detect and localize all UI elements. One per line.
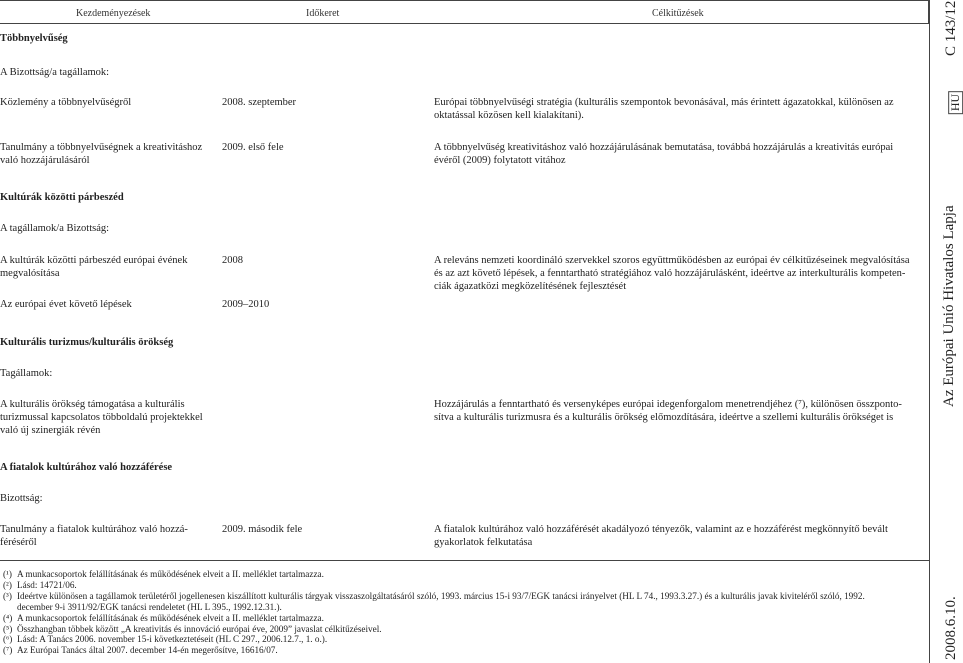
doc-reference: C 143/12 [943,0,959,56]
objective-communication-l2: oktatással közösen kell kialakítani). [434,110,584,121]
footnote-item [3,613,324,624]
objective-heritage-l1: Hozzájárulás a fenntartható és versenyképes európai idegenforgalom menetrendjéhez (⁷), különösen összponto- [434,399,902,410]
footnote-mark: (²) [3,579,12,590]
objective-year-l3: ciák ágazatközi megközelítésének fejlesztését [434,281,627,292]
timeframe-year: 2008 [222,255,243,266]
right-border [929,0,930,663]
initiative-heritage-l3: való új szinergiák révén [0,425,101,436]
footnote-item [3,624,382,635]
footnote-mark: (⁴) [3,612,13,623]
objective-year-l2: és az azt követő lépések, a fenntartható stratégiához való hozzájárulásként, ideértve az interkulturális kompeten- [434,268,906,279]
header-objectives: Célkitűzések [652,8,704,19]
footnote-text: december 9-i 3911/92/EGK tanácsi rendeletet (HL L 395., 1992.12.31.). [17,601,282,612]
objective-youth-l1: A fiatalok kultúrához való hozzáférését akadályozó tényezők, valamint az e hozzáférést megkönnyítő bevált [434,524,888,535]
section-title-heritage: Kulturális turizmus/kulturális örökség [0,337,174,348]
journal-title: Az Európai Unió Hivatalos Lapja [941,205,957,407]
section-title-youth: A fiatalok kultúrához való hozzáférése [0,462,173,473]
footnote-text: Lásd: 14721/06. [17,579,77,590]
objective-youth-l2: gyakorlatok felkutatása [434,537,533,548]
objective-heritage-l2: sítva a kulturális turizmusra és a kulturális örökség előmozdítására, ideértve a szellemi kulturális örökséget is [434,412,894,423]
initiative-year-l2: megvalósítása [0,268,60,279]
header-timeframe: Időkeret [306,8,340,19]
footnote-item [3,634,327,645]
initiative-communication: Közlemény a többnyelvűségről [0,97,132,108]
footnote-text: Ideértve különösen a tagállamok területéről jogellenesen kiszállított kulturális tárgyak visszaszolgáltatásáról szóló, 1993. március 15-i 93/7/EGK tanácsi irányelvet (HL L 74., 1993.3.27.) és a kulturális javak kiviteléről szóló, 1992. [17,590,865,601]
initiative-youth-l1: Tanulmány a fiatalok kultúrához való hozzá- [0,524,188,535]
objective-study-l1: A többnyelvűség kreativitáshoz való hozzájárulásának bemutatása, továbbá hozzájárulás a kreativitás európai [434,142,894,153]
footnote-item [3,645,278,656]
initiative-youth-l2: féréséről [0,537,37,548]
footnote-item [3,580,77,591]
actors-multilingualism: A Bizottság/a tagállamok: [0,67,110,78]
initiative-heritage-l2: turizmussal kapcsolatos többoldalú projektekkel [0,412,203,423]
publication-date: 2008.6.10. [943,596,959,660]
footnote-item [3,569,324,580]
footnote-text: A munkacsoportok felállításának és működésének elveit a II. melléklet tartalmazza. [17,569,324,579]
table-bottom-rule [0,560,929,561]
timeframe-communication: 2008. szeptember [222,97,297,108]
initiative-year-l1: A kultúrák közötti párbeszéd európai évének [0,255,188,266]
actors-heritage: Tagállamok: [0,368,53,379]
footnote-mark: (⁷) [3,645,13,656]
footnote-item [3,602,282,613]
footnote-text: Lásd: A Tanács 2006. november 15-i következtetéseit (HL C 297., 2006.12.7., 1. o.). [17,634,328,645]
footnote-mark: (⁶) [3,634,13,645]
language-badge: HU [948,91,963,114]
section-title-multilingualism: Többnyelvűség [0,33,68,44]
initiative-heritage-l1: A kulturális örökség támogatása a kulturális [0,399,185,410]
footnote-mark: (¹) [3,569,12,579]
objective-study-l2: évéről (2009) folytatott vitához [434,155,566,166]
actors-youth: Bizottság: [0,493,43,504]
objective-year-l1: A releváns nemzeti koordináló szervekkel szoros együttműködésben az európai év célkitűzéseinek megvalósítása [434,255,910,266]
initiative-study-l1: Tanulmány a többnyelvűségnek a kreativitáshoz [0,142,203,153]
timeframe-youth: 2009. második fele [222,524,303,535]
footnote-text: A munkacsoportok felállításának és működésének elveit a II. melléklet tartalmazza. [17,612,324,623]
timeframe-study: 2009. első fele [222,142,284,153]
footnote-item [3,591,865,602]
initiative-follow-up: Az európai évet követő lépések [0,299,132,310]
initiative-study-l2: való hozzájárulásáról [0,155,90,166]
footnote-mark: (³) [3,590,12,601]
objective-communication-l1: Európai többnyelvűségi stratégia (kulturális szempontok bevonásával, más érintett ágazatokkal, különösen az [434,97,894,108]
timeframe-follow-up: 2009–2010 [222,299,270,310]
footnote-mark: (⁵) [3,623,13,634]
footnote-text: Az Európai Tanács által 2007. december 14-én megerősítve, 16616/07. [17,645,278,656]
header-initiatives: Kezdeményezések [76,8,151,19]
section-title-intercultural: Kultúrák közötti párbeszéd [0,192,124,203]
footnote-text: Összhangban többek között „A kreativitás és innováció európai éve, 2009” javaslat célkitűzéseivel. [17,623,382,634]
actors-intercultural: A tagállamok/a Bizottság: [0,223,110,234]
